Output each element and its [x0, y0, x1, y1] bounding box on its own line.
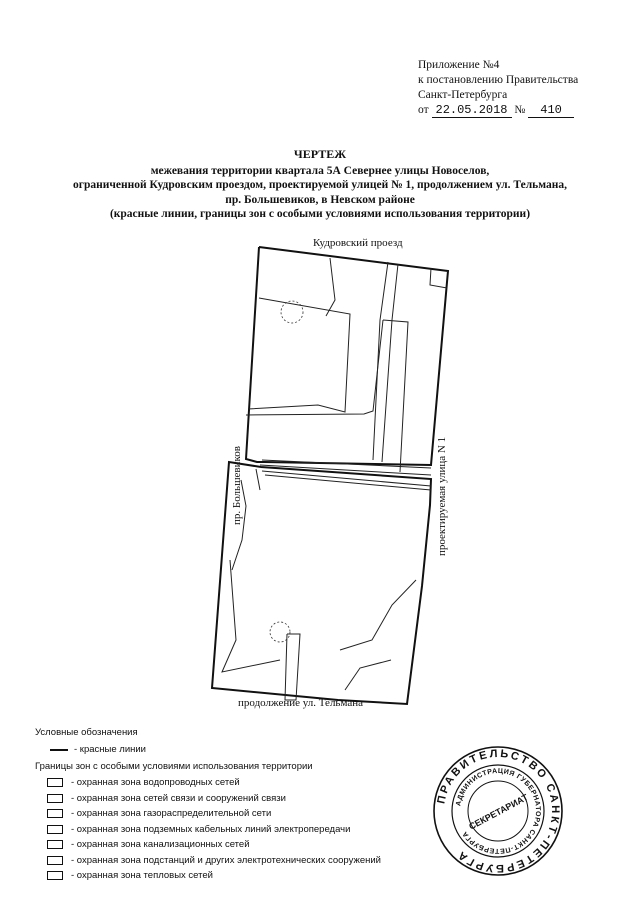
legend-title: Условные обозначения [35, 727, 138, 738]
document-heading [0, 147, 640, 222]
legend-item-label: - охранная зона подземных кабельных линий электропередачи [71, 823, 351, 835]
number-prefix: № [514, 104, 526, 116]
heading-line: (красные линии, границы зон с особыми условиями использования территории) [109, 208, 531, 220]
legend-item [47, 806, 381, 822]
resolution-number: 410 [528, 103, 574, 118]
appendix-date-row [418, 103, 578, 118]
heading-line: пр. Большевиков, в Невском районе [225, 193, 415, 206]
street-label-left: пр. Большевиков [231, 446, 243, 525]
legend-item-label: - охранная зона газораспределительной сети [71, 808, 272, 820]
zone-symbol [47, 794, 63, 803]
street-label-top: Кудровский проезд [313, 237, 403, 249]
site-plan-drawing [0, 225, 640, 715]
red-line-upper-block [246, 247, 448, 465]
legend-item [47, 775, 381, 791]
legend-item-label: - охранная зона канализационных сетей [71, 839, 250, 851]
appendix-block [418, 58, 578, 118]
legend-item [47, 837, 381, 853]
zone-symbol [47, 871, 63, 880]
legend-red-lines-label: - красные линии [74, 744, 146, 755]
red-lines [212, 247, 448, 704]
legend-item-label: - охранная зона сетей связи и сооружений связи [71, 792, 286, 804]
legend-item [47, 868, 381, 884]
street-label-right: проектируемая улица N 1 [436, 436, 448, 556]
legend-red-lines [50, 744, 381, 755]
seal-outer-text: ПРАВИТЕЛЬСТВО САНКТ-ПЕТЕРБУРГА [435, 747, 562, 875]
red-line-symbol [50, 749, 68, 751]
appendix-line: Санкт-Петербурга [418, 89, 508, 101]
legend [35, 727, 381, 884]
legend-item [47, 791, 381, 807]
zone-symbol [47, 825, 63, 834]
legend-item [47, 822, 381, 838]
legend-item-label: - охранная зона тепловых сетей [71, 870, 213, 882]
zone-symbol [47, 809, 63, 818]
legend-item-label: - охранная зона водопроводных сетей [71, 777, 240, 789]
street-label-bottom: продолжение ул. Тельмана [238, 697, 363, 709]
zone-symbol [47, 856, 63, 865]
legend-item-label: - охранная зона подстанций и других электротехнических сооружений [71, 854, 381, 866]
legend-item [47, 853, 381, 869]
seal-center-text: СЕКРЕТАРИАТ [467, 792, 530, 832]
date-prefix: от [418, 104, 429, 116]
appendix-line: к постановлению Правительства [418, 74, 579, 86]
zone-boundaries [222, 258, 447, 700]
document-title: ЧЕРТЕЖ [293, 147, 347, 161]
official-seal-stamp [432, 745, 564, 877]
appendix-line: Приложение №4 [418, 59, 500, 71]
dashed-circles [270, 301, 303, 642]
heading-line: межевания территории квартала 5А Севернее улицы Новоселов, [150, 164, 490, 177]
seal-inner-text: АДМИНИСТРАЦИЯ ГУБЕРНАТОРА САНКТ-ПЕТЕРБУРГА [455, 767, 542, 855]
zone-symbol [47, 778, 63, 787]
zone-symbol [47, 840, 63, 849]
resolution-date: 22.05.2018 [432, 103, 512, 118]
heading-line: ограниченной Кудровским проездом, проектируемой улицей № 1, продолжением ул. Тельмана, [73, 179, 567, 191]
legend-zones-title: Границы зон с особыми условиями использования территории [35, 761, 313, 772]
